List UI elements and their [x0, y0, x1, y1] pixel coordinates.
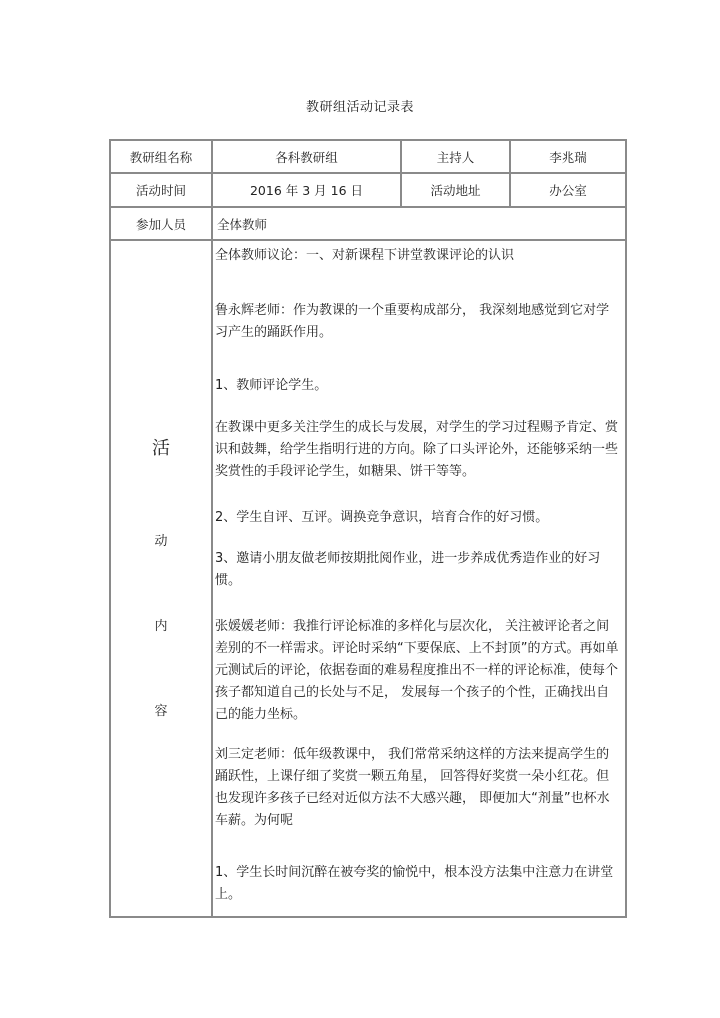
- group-name-value: 各科教研组: [275, 149, 338, 165]
- participants-label: 参加人员: [135, 216, 186, 232]
- content-label-char: 内: [154, 619, 168, 634]
- host-value: 李兆瑞: [549, 149, 587, 165]
- activity-place-value: 办公室: [549, 183, 587, 198]
- content-label-char: 容: [154, 704, 168, 719]
- activity-time-value: 2016 年 3 月 16 日: [249, 183, 364, 198]
- content-paragraph: 鲁永辉老师：作为教课的一个重要构成部分， 我深刻地感觉到它对学习产生的踊跃作用。: [215, 303, 610, 340]
- content-paragraph: 在教课中更多关注学生的成长与发展，对学生的学习过程赐予肯定、赏识和鼓舞，给学生指明行进的方向。除了口头评论外，还能够采纳一些奖赏性的手段评论学生，如糖果、饼干等等。: [215, 420, 619, 479]
- activity-place-label: 活动地址: [430, 183, 481, 198]
- host-label: 主持人: [436, 149, 475, 165]
- content-paragraph: 1、教师评论学生。: [215, 378, 328, 393]
- participants-value: 全体教师: [217, 216, 268, 232]
- content-paragraph: 3、邀请小朋友做老师按期批阅作业，进一步养成优秀造作业的好习惯。: [215, 551, 601, 588]
- column-divider: [211, 141, 213, 918]
- content-label-char: 动: [154, 534, 168, 549]
- row-divider: [111, 239, 625, 241]
- content-paragraph: 1、学生长时间沉醉在被夸奖的愉悦中，根本没方法集中注意力在讲堂上。: [215, 865, 614, 902]
- record-table: [109, 139, 627, 918]
- content-paragraph: 2、学生自评、互评。调换竞争意识，培育合作的好习惯。: [215, 510, 549, 525]
- activity-time-label: 活动时间: [135, 183, 186, 198]
- content-label-char: 活: [152, 438, 170, 459]
- content-paragraph: 刘三定老师：低年级教课中， 我们常常采纳这样的方法来提高学生的踊跃性，上课仔细了奖赏一颗五角星， 回答得好奖赏一朵小红花。但也发现许多孩子已经对近似方法不大感兴趣， 即便加大“剂量”也杯水车薪。为何呢: [215, 747, 610, 828]
- page-title: 教研组活动记录表: [305, 100, 414, 115]
- content-paragraph: 张媛媛老师：我推行评论标准的多样化与层次化， 关注被评论者之间差别的不一样需求。评论时采纳“下要保底、上不封顶”的方式。再如单元测试后的评论，依据卷面的难易程度推出不一样的评论标准，使每个孩子都知道自己的长处与不足， 发展每一个孩子的个性，正确找出自己的能力坐标。: [215, 619, 619, 722]
- content-paragraph: 全体教师议论：一、对新课程下讲堂教课评论的认识: [215, 248, 515, 263]
- group-name-label: 教研组名称: [129, 149, 193, 165]
